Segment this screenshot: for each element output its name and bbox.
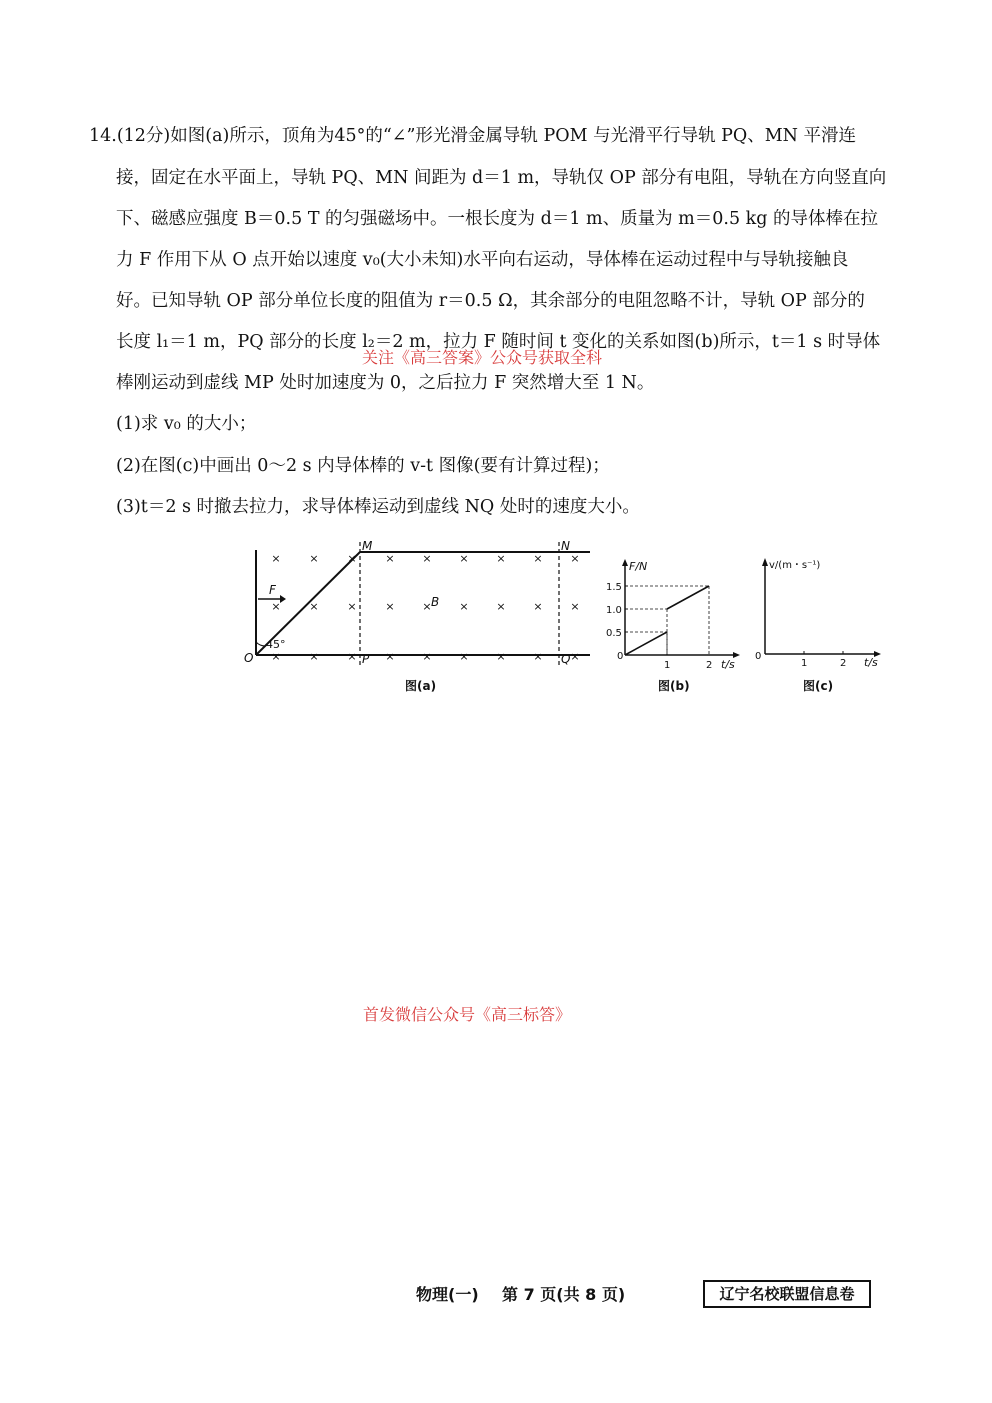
cross-mark: × <box>271 600 281 613</box>
sub-question-2: (2)在图(c)中画出 0～2 s 内导体棒的 v-t 图像(要有计算过程)； <box>116 456 610 476</box>
label-O: O <box>244 651 254 665</box>
figure-b-chart <box>605 558 745 673</box>
cross-mark: × <box>347 600 357 613</box>
cross-mark: × <box>422 650 432 663</box>
question-line-5: 好。已知导轨 OP 部分单位长度的阻值为 r＝0.5 Ω，其余部分的电阻忽略不计，导轨 OP 部分的 <box>116 291 865 311</box>
cross-mark: × <box>385 600 395 613</box>
sub-question-1: (1)求 v₀ 的大小； <box>116 414 257 434</box>
watermark-top: 关注《高三答案》公众号获取全科 <box>362 348 603 367</box>
question-line-4: 力 F 作用下从 O 点开始以速度 v₀(大小未知)水平向右运动，导体棒在运动过程中与导轨接触良 <box>116 250 849 270</box>
x-axis-label: t/s <box>721 658 735 671</box>
question-line-1: 14.(12分)如图(a)所示，顶角为45°的“∠”形光滑金属导轨 POM 与光滑平行导轨 PQ、MN 平滑连 <box>89 126 857 146</box>
figure-a <box>240 534 600 674</box>
footer-subject: 物理(一) <box>416 1285 479 1304</box>
force-arrowhead <box>280 595 286 603</box>
x-axis-label: t/s <box>864 656 878 669</box>
caption-b: 图(b) <box>658 679 690 693</box>
x-tick-label: 2 <box>706 660 713 671</box>
question-line-3: 下、磁感应强度 B＝0.5 T 的匀强磁场中。一根长度为 d＝1 m、质量为 m＝0.5 kg 的导体棒在拉 <box>116 209 879 229</box>
cross-mark: × <box>347 650 357 663</box>
label-angle: 45° <box>266 638 286 651</box>
cross-mark: × <box>570 552 580 565</box>
y-axis-label: v/(m・s⁻¹) <box>769 560 821 571</box>
x-tick-label: 1 <box>664 660 671 671</box>
angle-arc <box>256 642 265 646</box>
y-axis-arrowhead <box>622 559 628 566</box>
cross-mark: × <box>570 600 580 613</box>
cross-mark: × <box>385 552 395 565</box>
cross-mark: × <box>459 600 469 613</box>
cross-mark: × <box>496 650 506 663</box>
footer-page: 第 7 页(共 8 页) <box>502 1285 626 1304</box>
footer-brand: 辽宁名校联盟信息卷 <box>703 1280 871 1308</box>
sub-question-3: (3)t＝2 s 时撤去拉力，求导体棒运动到虚线 NQ 处时的速度大小。 <box>116 497 640 517</box>
x-tick-label-2: 2 <box>840 658 847 669</box>
question-line-7: 棒刚运动到虚线 MP 处时加速度为 0，之后拉力 F 突然增大至 1 N。 <box>116 373 655 393</box>
y-tick-label: 1.5 <box>606 582 622 593</box>
cross-mark: × <box>271 552 281 565</box>
x-tick-label-1: 1 <box>801 658 808 669</box>
label-N: N <box>561 539 570 553</box>
y-axis-arrowhead <box>762 558 768 566</box>
cross-mark: × <box>533 600 543 613</box>
label-B: B <box>431 595 440 609</box>
label-P: P <box>362 652 370 666</box>
cross-mark: × <box>385 650 395 663</box>
origin-label: 0 <box>755 651 762 662</box>
cross-mark: × <box>422 552 432 565</box>
cross-mark: × <box>309 552 319 565</box>
cross-marks <box>271 552 579 663</box>
caption-a: 图(a) <box>405 679 437 693</box>
cross-mark: × <box>533 552 543 565</box>
force-series-segment-2 <box>667 586 709 609</box>
y-tick-label: 0.5 <box>606 628 622 639</box>
cross-mark: × <box>309 600 319 613</box>
cross-mark: × <box>309 650 319 663</box>
cross-mark: × <box>459 552 469 565</box>
cross-mark: × <box>496 600 506 613</box>
watermark-mid: 首发微信公众号《高三标答》 <box>363 1005 572 1024</box>
cross-mark: × <box>459 650 469 663</box>
label-M: M <box>362 539 373 553</box>
cross-mark: × <box>533 650 543 663</box>
question-line-2: 接，固定在水平面上，导轨 PQ、MN 间距为 d＝1 m，导轨仅 OP 部分有电阻，导轨在方向竖直向 <box>116 168 887 188</box>
y-axis-label: F/N <box>629 560 648 573</box>
cross-mark: × <box>570 650 580 663</box>
cross-mark: × <box>422 600 432 613</box>
force-series-segment-1 <box>625 632 667 655</box>
label-F: F <box>269 583 276 597</box>
caption-c: 图(c) <box>803 679 834 693</box>
label-Q: Q <box>561 652 571 666</box>
figure-c-axes <box>752 552 887 673</box>
y-tick-label: 1.0 <box>606 605 622 616</box>
cross-mark: × <box>347 552 357 565</box>
question-line-6: 长度 l₁＝1 m，PQ 部分的长度 l₂＝2 m，拉力 F 随时间 t 变化的关系如图(b)所示，t＝1 s 时导体 <box>116 332 881 352</box>
y-tick-label: 0 <box>617 651 624 662</box>
cross-mark: × <box>271 650 281 663</box>
cross-mark: × <box>496 552 506 565</box>
